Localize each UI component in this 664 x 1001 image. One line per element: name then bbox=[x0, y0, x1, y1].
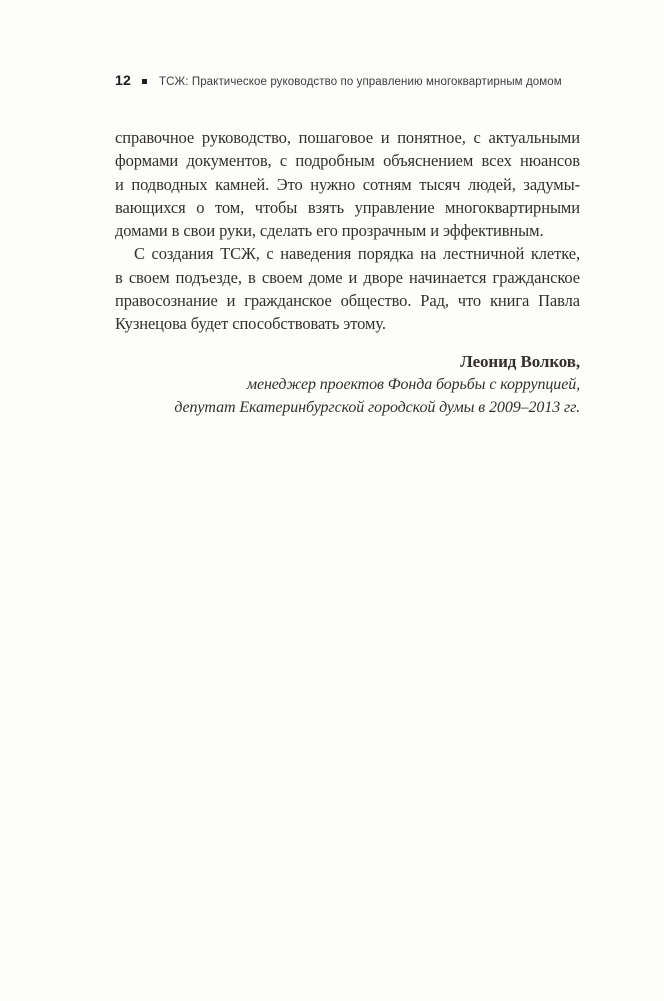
page-number: 12 bbox=[115, 72, 131, 88]
paragraph-2 bbox=[115, 242, 580, 335]
signature-role-1: менеджер проектов Фонда борьбы с коррупцией, bbox=[246, 375, 580, 393]
text-line: справочное руководство, пошаговое и понятное, с актуальными bbox=[115, 128, 580, 147]
text-line: вающихся о том, чтобы взять управление многоквартирными bbox=[115, 197, 580, 217]
text-line: и подводных камней. Это нужно сотням тысяч людей, задумы- bbox=[115, 174, 580, 194]
text-line: домами в свои руки, сделать его прозрачным и эффективным. bbox=[115, 221, 544, 241]
text-line: С создания ТСЖ, с наведения порядка на лестничной клетке, bbox=[134, 244, 580, 264]
text-line: Кузнецова будет способствовать этому. bbox=[115, 314, 386, 334]
square-bullet-icon bbox=[142, 79, 147, 84]
text-line: формами документов, с подробным объяснением всех нюансов bbox=[115, 151, 580, 171]
signature-role-2: депутат Екатеринбургской городской думы в 2009–2013 гг. bbox=[174, 398, 580, 416]
paragraph-1 bbox=[115, 126, 580, 242]
signature-block bbox=[115, 350, 580, 419]
text-line: в своем подъезде, в своем доме и дворе начинается гражданское bbox=[115, 267, 580, 287]
running-title: ТСЖ: Практическое руководство по управлению многоквартирным домом bbox=[158, 76, 562, 88]
body-text bbox=[115, 126, 580, 419]
running-header bbox=[115, 72, 580, 88]
signature-name: Леонид Волков, bbox=[460, 351, 580, 371]
text-line: правосознание и гражданское общество. Рад, что книга Павла bbox=[115, 291, 580, 311]
